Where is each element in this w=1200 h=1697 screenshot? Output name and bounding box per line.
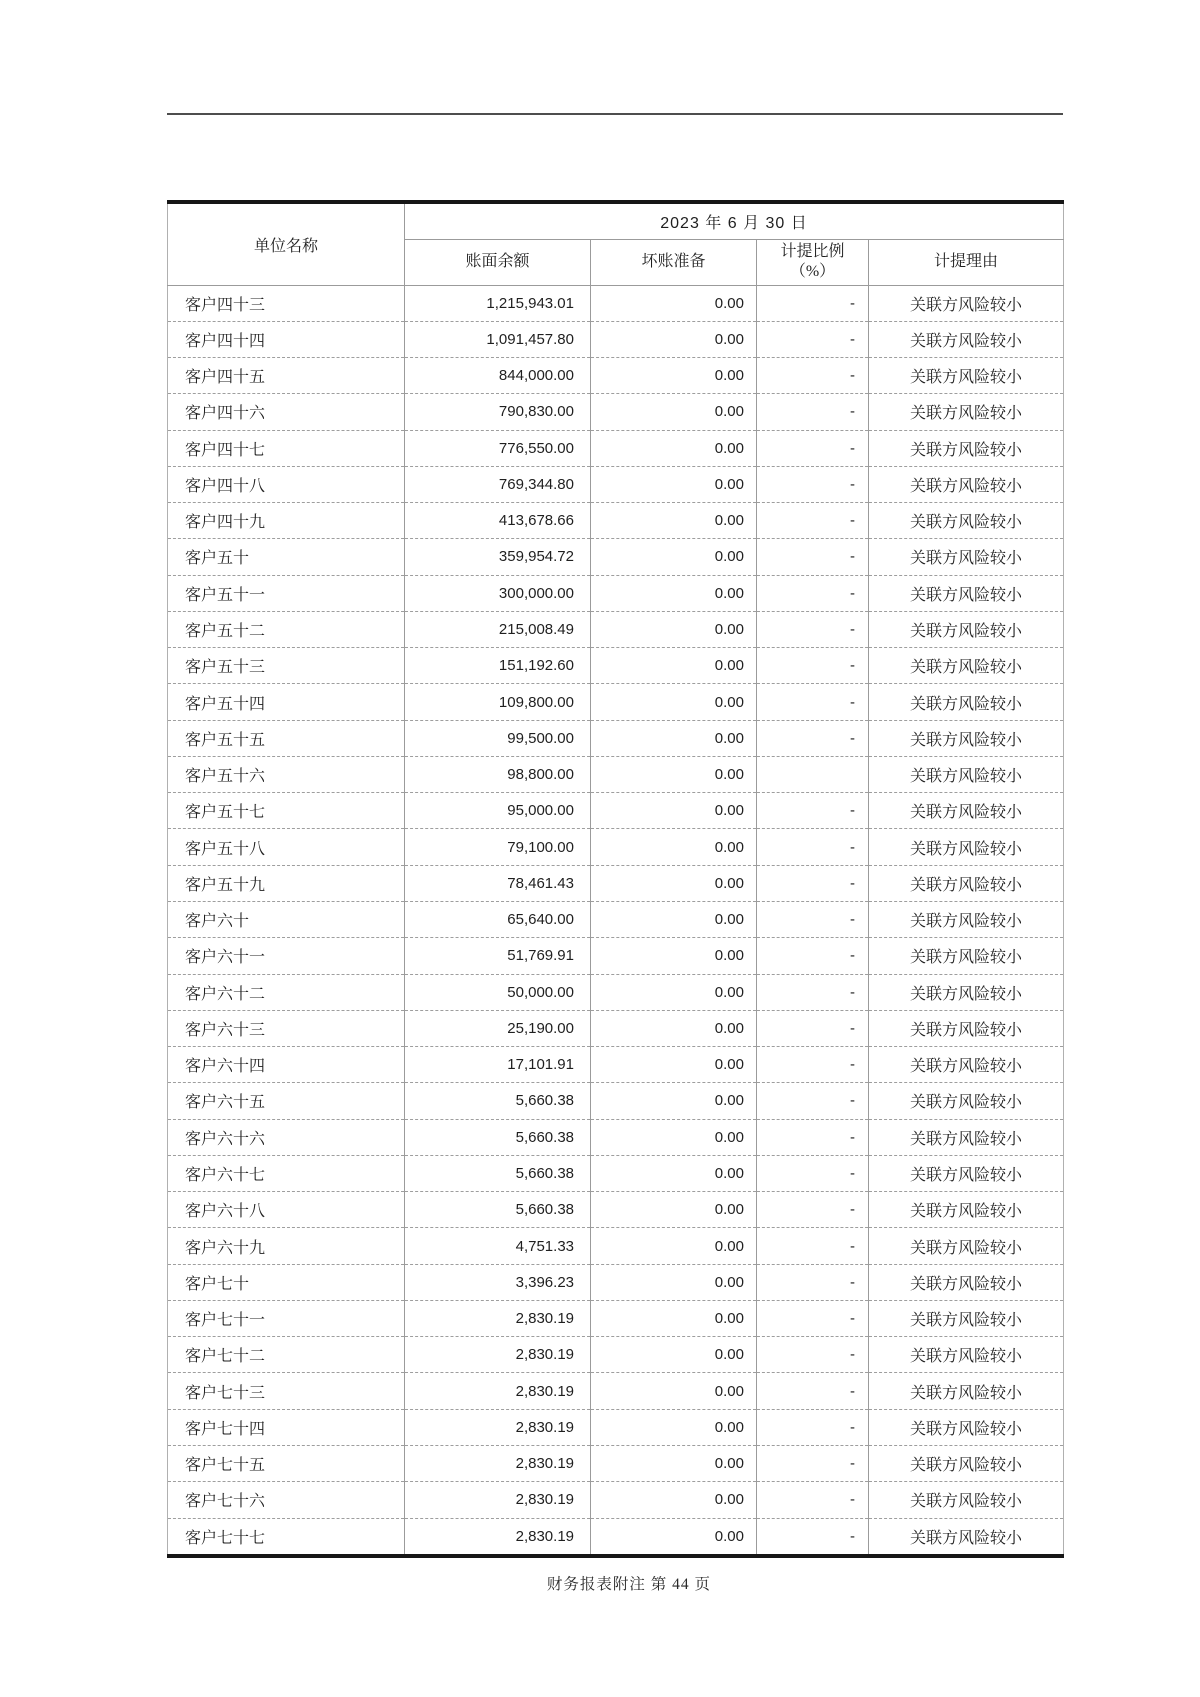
balance-cell: 3,396.23 [405,1264,591,1300]
provision-cell: 0.00 [591,1337,757,1373]
customer-name-cell: 客户四十四 [168,321,405,357]
balance-cell: 776,550.00 [405,430,591,466]
balance-cell: 4,751.33 [405,1228,591,1264]
reason-cell: 关联方风险较小 [869,902,1064,938]
reason-cell: 关联方风险较小 [869,938,1064,974]
reason-cell: 关联方风险较小 [869,1083,1064,1119]
table-row [168,575,1064,611]
customer-name-cell: 客户七十七 [168,1518,405,1556]
ratio-cell: - [757,648,869,684]
customer-name-cell: 客户六十五 [168,1083,405,1119]
table-row [168,466,1064,502]
ratio-cell: - [757,466,869,502]
ratio-cell: - [757,358,869,394]
customer-name-cell: 客户五十六 [168,756,405,792]
customer-name-cell: 客户七十四 [168,1409,405,1445]
table-row [168,1192,1064,1228]
customer-name-cell: 客户四十八 [168,466,405,502]
ratio-cell [757,756,869,792]
provision-cell: 0.00 [591,466,757,502]
ratio-cell: - [757,1155,869,1191]
customer-name-cell: 客户四十六 [168,394,405,430]
provision-cell: 0.00 [591,1300,757,1336]
customer-name-cell: 客户五十九 [168,865,405,901]
customer-name-cell: 客户六十七 [168,1155,405,1191]
provision-cell: 0.00 [591,321,757,357]
reason-cell: 关联方风险较小 [869,466,1064,502]
customer-name-cell: 客户四十五 [168,358,405,394]
reason-cell: 关联方风险较小 [869,321,1064,357]
ratio-cell: - [757,684,869,720]
table-row [168,793,1064,829]
provision-table [167,200,1064,1558]
customer-name-cell: 客户六十九 [168,1228,405,1264]
date-header-row [168,202,1064,239]
column-header-reason: 计提理由 [869,239,1064,285]
balance-cell: 2,830.19 [405,1409,591,1445]
customer-name-cell: 客户六十一 [168,938,405,974]
provision-cell: 0.00 [591,1409,757,1445]
balance-cell: 25,190.00 [405,1010,591,1046]
table-row [168,1264,1064,1300]
table-row [168,611,1064,647]
customer-name-cell: 客户五十四 [168,684,405,720]
ratio-cell: - [757,1047,869,1083]
ratio-cell: - [757,1300,869,1336]
ratio-cell: - [757,1192,869,1228]
balance-cell: 5,660.38 [405,1192,591,1228]
provision-cell: 0.00 [591,1373,757,1409]
column-header-ratio-line2: （%） [789,263,836,280]
provision-cell: 0.00 [591,1083,757,1119]
customer-name-cell: 客户七十五 [168,1446,405,1482]
provision-cell: 0.00 [591,1264,757,1300]
reason-cell: 关联方风险较小 [869,358,1064,394]
provision-cell: 0.00 [591,1047,757,1083]
ratio-cell: - [757,321,869,357]
balance-cell: 2,830.19 [405,1337,591,1373]
balance-cell: 5,660.38 [405,1119,591,1155]
balance-cell: 5,660.38 [405,1155,591,1191]
reason-cell: 关联方风险较小 [869,1264,1064,1300]
reason-cell: 关联方风险较小 [869,1228,1064,1264]
ratio-cell: - [757,394,869,430]
reason-cell: 关联方风险较小 [869,865,1064,901]
provision-cell: 0.00 [591,285,757,321]
ratio-cell: - [757,1010,869,1046]
page-footer: 财务报表附注 第 44 页 [546,1576,712,1593]
table-row [168,358,1064,394]
provision-cell: 0.00 [591,865,757,901]
reason-cell: 关联方风险较小 [869,1482,1064,1518]
reason-cell: 关联方风险较小 [869,1337,1064,1373]
ratio-cell: - [757,1373,869,1409]
balance-cell: 844,000.00 [405,358,591,394]
table-row [168,974,1064,1010]
customer-name-cell: 客户六十六 [168,1119,405,1155]
table-row [168,1155,1064,1191]
ratio-cell: - [757,1337,869,1373]
table-body [168,285,1064,1556]
provision-cell: 0.00 [591,829,757,865]
customer-name-cell: 客户五十三 [168,648,405,684]
provision-cell: 0.00 [591,1010,757,1046]
reason-cell: 关联方风险较小 [869,430,1064,466]
ratio-cell: - [757,1264,869,1300]
table-row [168,756,1064,792]
balance-cell: 1,091,457.80 [405,321,591,357]
ratio-cell: - [757,1518,869,1556]
customer-name-cell: 客户七十一 [168,1300,405,1336]
reason-cell: 关联方风险较小 [869,648,1064,684]
provision-cell: 0.00 [591,974,757,1010]
reason-cell: 关联方风险较小 [869,1119,1064,1155]
table-row [168,321,1064,357]
reason-cell: 关联方风险较小 [869,285,1064,321]
reason-cell: 关联方风险较小 [869,1518,1064,1556]
customer-name-cell: 客户五十一 [168,575,405,611]
reason-cell: 关联方风险较小 [869,1047,1064,1083]
reason-cell: 关联方风险较小 [869,793,1064,829]
balance-cell: 79,100.00 [405,829,591,865]
ratio-cell: - [757,430,869,466]
table-row [168,394,1064,430]
reason-cell: 关联方风险较小 [869,575,1064,611]
ratio-cell: - [757,1446,869,1482]
customer-name-cell: 客户六十四 [168,1047,405,1083]
customer-name-cell: 客户五十七 [168,793,405,829]
table-row [168,1047,1064,1083]
ratio-cell: - [757,503,869,539]
column-header-date: 2023 年 6 月 30 日 [405,202,1064,239]
reason-cell: 关联方风险较小 [869,1409,1064,1445]
reason-cell: 关联方风险较小 [869,503,1064,539]
column-header-provision: 坏账准备 [591,239,757,285]
balance-cell: 99,500.00 [405,720,591,756]
table-row [168,1337,1064,1373]
table-row [168,865,1064,901]
table-row [168,1119,1064,1155]
reason-cell: 关联方风险较小 [869,684,1064,720]
balance-cell: 78,461.43 [405,865,591,901]
ratio-cell: - [757,285,869,321]
customer-name-cell: 客户六十八 [168,1192,405,1228]
ratio-cell: - [757,539,869,575]
provision-cell: 0.00 [591,1192,757,1228]
customer-name-cell: 客户六十 [168,902,405,938]
table-row [168,648,1064,684]
table-row [168,902,1064,938]
customer-name-cell: 客户五十 [168,539,405,575]
table-row [168,1482,1064,1518]
customer-name-cell: 客户六十二 [168,974,405,1010]
balance-cell: 2,830.19 [405,1373,591,1409]
balance-cell: 98,800.00 [405,756,591,792]
provision-cell: 0.00 [591,503,757,539]
balance-cell: 50,000.00 [405,974,591,1010]
provision-cell: 0.00 [591,684,757,720]
reason-cell: 关联方风险较小 [869,1446,1064,1482]
column-header-ratio-line1: 计提比例 [780,243,845,260]
table-row [168,1083,1064,1119]
customer-name-cell: 客户五十五 [168,720,405,756]
reason-cell: 关联方风险较小 [869,1373,1064,1409]
ratio-cell: - [757,611,869,647]
reason-cell: 关联方风险较小 [869,829,1064,865]
reason-cell: 关联方风险较小 [869,1155,1064,1191]
provision-cell: 0.00 [591,1446,757,1482]
customer-name-cell: 客户七十 [168,1264,405,1300]
provision-cell: 0.00 [591,1518,757,1556]
page-header-rule [167,113,1063,115]
balance-cell: 2,830.19 [405,1300,591,1336]
ratio-cell: - [757,720,869,756]
provision-cell: 0.00 [591,720,757,756]
balance-cell: 2,830.19 [405,1446,591,1482]
provision-cell: 0.00 [591,539,757,575]
reason-cell: 关联方风险较小 [869,1300,1064,1336]
reason-cell: 关联方风险较小 [869,1192,1064,1228]
ratio-cell: - [757,938,869,974]
table-row [168,1010,1064,1046]
reason-cell: 关联方风险较小 [869,394,1064,430]
ratio-cell: - [757,1482,869,1518]
provision-cell: 0.00 [591,430,757,466]
reason-cell: 关联方风险较小 [869,756,1064,792]
ratio-cell: - [757,1409,869,1445]
table-row [168,1518,1064,1556]
balance-cell: 1,215,943.01 [405,285,591,321]
table-row [168,720,1064,756]
provision-cell: 0.00 [591,575,757,611]
balance-cell: 769,344.80 [405,466,591,502]
ratio-cell: - [757,1228,869,1264]
balance-cell: 95,000.00 [405,793,591,829]
table-row [168,1409,1064,1445]
balance-cell: 65,640.00 [405,902,591,938]
provision-cell: 0.00 [591,938,757,974]
ratio-cell: - [757,575,869,611]
provision-cell: 0.00 [591,1228,757,1264]
ratio-cell: - [757,865,869,901]
provision-cell: 0.00 [591,902,757,938]
column-header-balance: 账面余额 [405,239,591,285]
balance-cell: 2,830.19 [405,1482,591,1518]
balance-cell: 151,192.60 [405,648,591,684]
customer-name-cell: 客户七十三 [168,1373,405,1409]
table-row [168,503,1064,539]
table-row [168,1373,1064,1409]
column-header-ratio [757,239,869,285]
balance-cell: 2,830.19 [405,1518,591,1556]
provision-cell: 0.00 [591,611,757,647]
provision-cell: 0.00 [591,793,757,829]
customer-name-cell: 客户四十三 [168,285,405,321]
customer-name-cell: 客户六十三 [168,1010,405,1046]
customer-name-cell: 客户五十八 [168,829,405,865]
provision-cell: 0.00 [591,1119,757,1155]
reason-cell: 关联方风险较小 [869,611,1064,647]
balance-cell: 51,769.91 [405,938,591,974]
ratio-cell: - [757,902,869,938]
reason-cell: 关联方风险较小 [869,1010,1064,1046]
column-header-unit-name: 单位名称 [168,202,405,285]
table-row [168,1446,1064,1482]
provision-cell: 0.00 [591,1155,757,1191]
balance-cell: 5,660.38 [405,1083,591,1119]
ratio-cell: - [757,1083,869,1119]
ratio-cell: - [757,793,869,829]
balance-cell: 413,678.66 [405,503,591,539]
balance-cell: 109,800.00 [405,684,591,720]
reason-cell: 关联方风险较小 [869,720,1064,756]
table-row [168,430,1064,466]
provision-cell: 0.00 [591,648,757,684]
customer-name-cell: 客户七十二 [168,1337,405,1373]
customer-name-cell: 客户五十二 [168,611,405,647]
table-row [168,829,1064,865]
table-row [168,1300,1064,1336]
balance-cell: 215,008.49 [405,611,591,647]
ratio-cell: - [757,1119,869,1155]
balance-cell: 359,954.72 [405,539,591,575]
table-row [168,938,1064,974]
provision-cell: 0.00 [591,1482,757,1518]
table-row [168,285,1064,321]
reason-cell: 关联方风险较小 [869,539,1064,575]
customer-name-cell: 客户七十六 [168,1482,405,1518]
provision-cell: 0.00 [591,756,757,792]
table-row [168,684,1064,720]
ratio-cell: - [757,974,869,1010]
customer-name-cell: 客户四十七 [168,430,405,466]
table-header [168,202,1064,285]
reason-cell: 关联方风险较小 [869,974,1064,1010]
balance-cell: 17,101.91 [405,1047,591,1083]
customer-name-cell: 客户四十九 [168,503,405,539]
balance-cell: 790,830.00 [405,394,591,430]
table-row [168,1228,1064,1264]
provision-cell: 0.00 [591,358,757,394]
provision-cell: 0.00 [591,394,757,430]
ratio-cell: - [757,829,869,865]
table-row [168,539,1064,575]
balance-cell: 300,000.00 [405,575,591,611]
